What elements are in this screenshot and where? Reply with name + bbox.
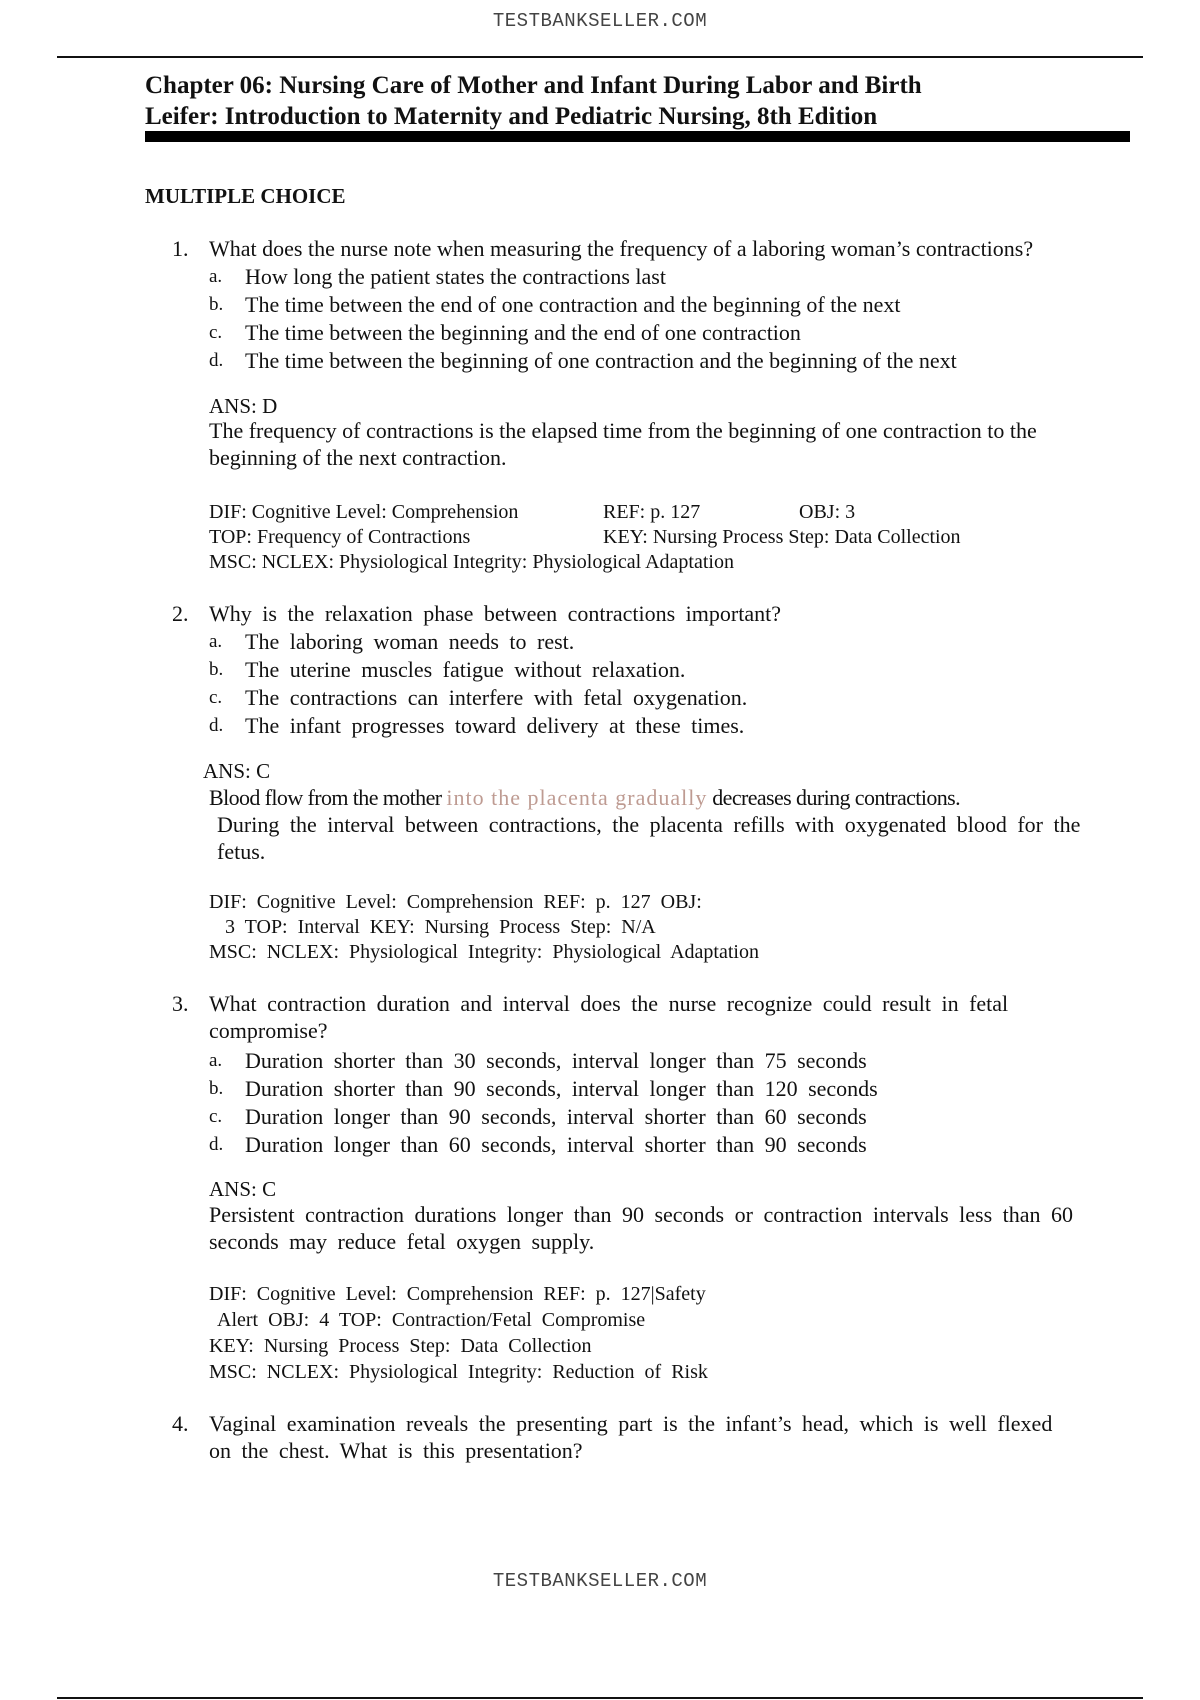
option-letter: d. xyxy=(209,1134,224,1155)
rationale-segment: Blood flow from the mother xyxy=(209,785,442,810)
option-letter: c. xyxy=(209,687,223,708)
top-divider xyxy=(57,56,1143,58)
meta-msc: MSC: NCLEX: Physiological Integrity: Reduction of Risk xyxy=(209,1361,708,1383)
meta-line: DIF: Cognitive Level: Comprehension REF: p. 127 OBJ: xyxy=(209,891,702,913)
answer-key: ANS: C xyxy=(203,759,271,783)
option-letter: d. xyxy=(209,350,224,371)
option-text: The contractions can interfere with fetal oxygenation. xyxy=(245,685,748,710)
option-text: Duration shorter than 30 seconds, interval longer than 75 seconds xyxy=(245,1048,867,1073)
meta-line: 3 TOP: Interval KEY: Nursing Process Step: N/A xyxy=(225,916,656,938)
question-number: 2. xyxy=(172,601,189,626)
rationale-line-2: During the interval between contractions, the placenta refills with oxygenated blood for the fetus. xyxy=(217,812,1081,864)
rationale: Persistent contraction durations longer than 90 seconds or contraction intervals less than 60 seconds may reduce fetal oxygen supply. xyxy=(209,1202,1074,1254)
meta-line: DIF: Cognitive Level: Comprehension REF: p. 127|Safety xyxy=(209,1283,706,1305)
section-heading: MULTIPLE CHOICE xyxy=(145,184,346,208)
option-letter: a. xyxy=(209,631,223,652)
option-letter: b. xyxy=(209,659,224,680)
option-text: How long the patient states the contractions last xyxy=(245,264,666,289)
chapter-title: Chapter 06: Nursing Care of Mother and Infant During Labor and Birth xyxy=(145,72,922,99)
option-letter: a. xyxy=(209,1050,223,1071)
book-title: Leifer: Introduction to Maternity and Pediatric Nursing, 8th Edition xyxy=(145,103,878,130)
option-text: Duration shorter than 90 seconds, interval longer than 120 seconds xyxy=(245,1076,878,1101)
meta-difficulty: DIF: Cognitive Level: Comprehension xyxy=(209,501,519,523)
rationale-line-1 xyxy=(209,784,1129,811)
rationale-segment: into the placenta gradually xyxy=(446,785,708,810)
meta-reference: REF: p. 127 xyxy=(603,501,701,523)
meta-msc: MSC: NCLEX: Physiological Integrity: Physiological Adaptation xyxy=(209,941,759,963)
meta-line: Alert OBJ: 4 TOP: Contraction/Fetal Compromise xyxy=(217,1309,646,1331)
option-letter: b. xyxy=(209,294,224,315)
meta-line xyxy=(209,525,961,550)
meta-key: KEY: Nursing Process Step: Data Collection xyxy=(209,1335,592,1357)
rationale: The frequency of contractions is the elapsed time from the beginning of one contraction to the beginning of the next contraction. xyxy=(209,418,1037,470)
meta-objective: OBJ: 3 xyxy=(799,501,856,523)
meta-key: KEY: Nursing Process Step: Data Collection xyxy=(603,526,961,548)
title-divider xyxy=(145,131,1130,142)
question-text: What does the nurse note when measuring the frequency of a laboring woman’s contractions? xyxy=(209,236,1034,261)
answer-key: ANS: D xyxy=(209,394,278,418)
document-title xyxy=(145,70,1130,132)
site-footer-watermark: TESTBANKSELLER.COM xyxy=(492,1570,708,1592)
option-text: Duration longer than 90 seconds, interval shorter than 60 seconds xyxy=(245,1104,867,1129)
option-letter: a. xyxy=(209,266,223,287)
site-header-watermark: TESTBANKSELLER.COM xyxy=(492,10,708,32)
question-number: 4. xyxy=(172,1411,189,1436)
option-text: The time between the beginning of one contraction and the beginning of the next xyxy=(245,348,957,373)
option-text: Duration longer than 60 seconds, interval shorter than 90 seconds xyxy=(245,1132,867,1157)
option-text: The time between the end of one contraction and the beginning of the next xyxy=(245,292,901,317)
question-text: What contraction duration and interval does the nurse recognize could result in fetal compromise? xyxy=(209,991,1009,1043)
answer-key: ANS: C xyxy=(209,1177,277,1201)
option-text: The infant progresses toward delivery at these times. xyxy=(245,713,745,738)
rationale-segment: decreases during contractions. xyxy=(712,785,960,810)
question-number: 3. xyxy=(172,991,189,1016)
option-letter: c. xyxy=(209,322,223,343)
meta-msc: MSC: NCLEX: Physiological Integrity: Physiological Adaptation xyxy=(209,551,734,573)
option-text: The uterine muscles fatigue without relaxation. xyxy=(245,657,686,682)
bottom-divider xyxy=(57,1697,1143,1699)
option-text: The time between the beginning and the end of one contraction xyxy=(245,320,801,345)
option-letter: b. xyxy=(209,1078,224,1099)
question-text: Vaginal examination reveals the presenting part is the infant’s head, which is well flexed on the chest. What is this presentation? xyxy=(209,1411,1053,1463)
option-text: The laboring woman needs to rest. xyxy=(245,629,575,654)
meta-line xyxy=(209,500,856,525)
option-letter: d. xyxy=(209,715,224,736)
option-letter: c. xyxy=(209,1106,223,1127)
meta-topic: TOP: Frequency of Contractions xyxy=(209,526,471,548)
question-number: 1. xyxy=(172,236,189,261)
question-text: Why is the relaxation phase between contractions important? xyxy=(209,601,781,626)
